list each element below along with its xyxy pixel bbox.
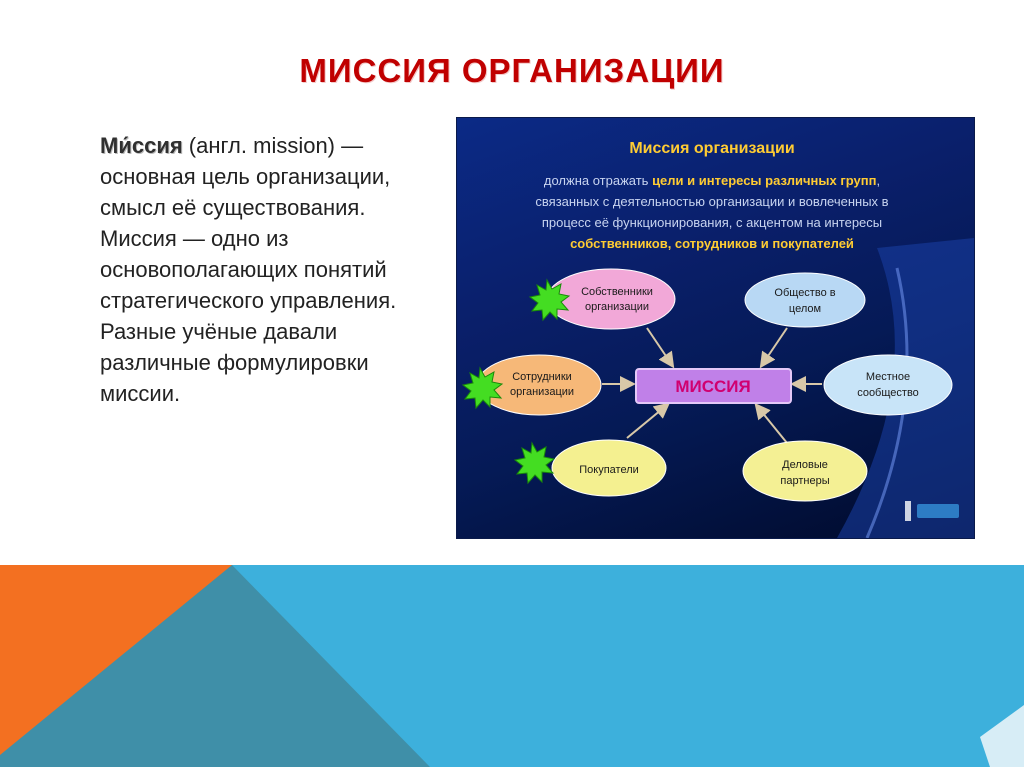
arrow-partners [757, 406, 787, 443]
node-society-line1: Общество в [774, 287, 836, 299]
description-line-3: процесс её функционирования, с акцентом на интересы [541, 215, 883, 230]
node-owners [547, 269, 675, 329]
node-owners-line2: организации [584, 301, 650, 313]
diagram-canvas [457, 118, 974, 538]
mission-center-label: МИССИЯ [675, 377, 751, 396]
definition: (англ. mission) — основная цель организации, смысл её существования. Миссия — одно из основополагающих понятий стратегического управления. Разные учёные давали различные формулировки миссии. [100, 133, 397, 406]
mission-diagram [456, 117, 975, 539]
description-plain: должна отражать [543, 173, 653, 188]
logo-mark-icon [917, 504, 959, 518]
arrow-society [762, 328, 787, 365]
node-community [824, 355, 952, 415]
node-owners-line1: Собственники [581, 286, 653, 298]
slide-title: МИССИЯ ОРГАНИЗАЦИИ [299, 52, 725, 89]
node-customers-line1: Покупатели [579, 464, 639, 476]
starburst-customers-icon [515, 443, 554, 483]
node-employees-line2: организации [509, 386, 575, 398]
node-community-line2: сообщество [857, 387, 919, 399]
node-partners [743, 441, 867, 501]
arrow-owners [647, 328, 672, 365]
diagram-heading: Миссия организации [629, 140, 795, 157]
node-partners-line1: Деловые [782, 459, 828, 471]
description-line-2: связанных с деятельностью организации и вовлеченных в [535, 194, 889, 209]
logo-icon [905, 501, 911, 521]
definition-text [100, 130, 440, 409]
node-employees-line1: Сотрудники [512, 371, 572, 383]
term: Ми́ссия [100, 133, 183, 158]
node-society-line2: целом [788, 303, 822, 315]
node-partners-line2: партнеры [780, 475, 830, 487]
footer-decoration [0, 565, 1024, 767]
description-end: , [876, 173, 881, 188]
description-accent: цели и интересы различных групп [652, 173, 877, 188]
description-line-4: собственников, сотрудников и покупателей [570, 236, 854, 251]
arrow-customers [627, 405, 667, 438]
description-line-1 [544, 173, 880, 188]
node-community-line1: Местное [865, 371, 911, 383]
node-society [745, 273, 865, 327]
